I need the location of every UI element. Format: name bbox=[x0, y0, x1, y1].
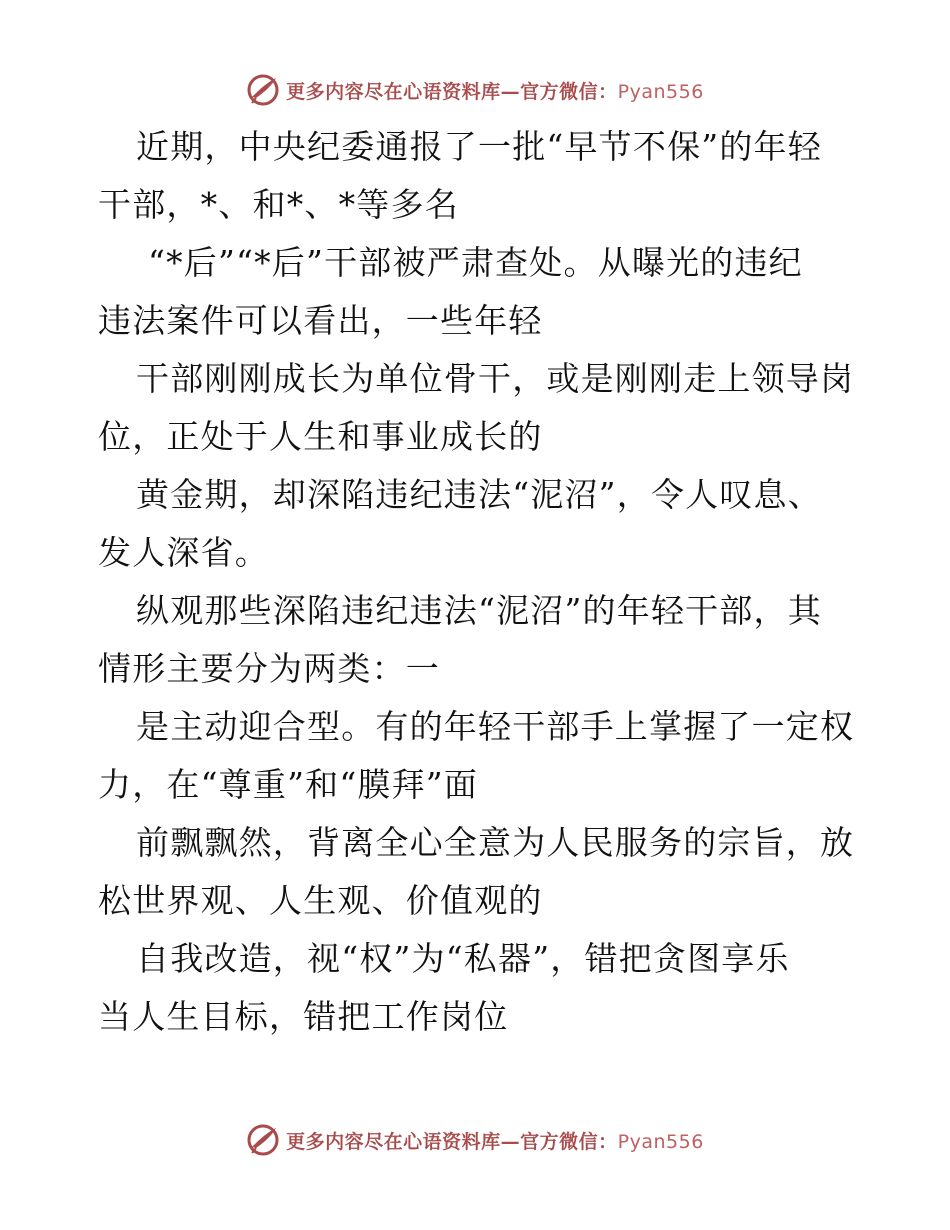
text-line: 自我改造，视“权”为“私器”，错把贪图享乐 bbox=[136, 939, 790, 978]
quill-logo-icon bbox=[246, 73, 280, 107]
text-line: 松世界观、人生观、价值观的 bbox=[98, 881, 543, 920]
footer-account: Pyan556 bbox=[617, 1130, 704, 1153]
text-line: 是主动迎合型。有的年轻干部手上掌握了一定权 bbox=[136, 707, 855, 746]
header-site-text: 更多内容尽在心语资料库—官方微信： bbox=[286, 80, 618, 103]
text-line: 前飘飘然，背离全心全意为人民服务的宗旨，放 bbox=[136, 823, 855, 862]
text-line: 当人生目标，错把工作岗位 bbox=[98, 997, 509, 1036]
text-line: “*后”“*后”干部被严肃查处。从曝光的违纪 bbox=[148, 243, 803, 282]
text-line: 违法案件可以看出，一些年轻 bbox=[98, 301, 543, 340]
text-line: 情形主要分为两类：一 bbox=[98, 649, 440, 688]
document-body bbox=[98, 118, 858, 1046]
header-account: Pyan556 bbox=[617, 80, 704, 103]
text-line: 黄金期，却深陷违纪违法“泥沼”，令人叹息、 bbox=[136, 475, 822, 514]
text-line: 近期，中央纪委通报了一批“早节不保”的年轻 bbox=[136, 127, 822, 166]
quill-logo-icon bbox=[246, 1123, 280, 1157]
text-line: 干部，*、和*、*等多名 bbox=[98, 185, 459, 224]
footer-site-text: 更多内容尽在心语资料库—官方微信： bbox=[286, 1130, 618, 1153]
header-banner-text bbox=[286, 77, 704, 104]
footer-banner-text bbox=[286, 1127, 704, 1154]
header-banner bbox=[0, 70, 950, 110]
footer-banner bbox=[0, 1120, 950, 1160]
text-line: 位，正处于人生和事业成长的 bbox=[98, 417, 543, 456]
text-line: 发人深省。 bbox=[98, 533, 269, 572]
text-line: 力，在“尊重”和“膜拜”面 bbox=[98, 765, 479, 804]
text-line: 干部刚刚成长为单位骨干，或是刚刚走上领导岗 bbox=[136, 359, 855, 398]
text-line: 纵观那些深陷违纪违法“泥沼”的年轻干部，其 bbox=[136, 591, 822, 630]
